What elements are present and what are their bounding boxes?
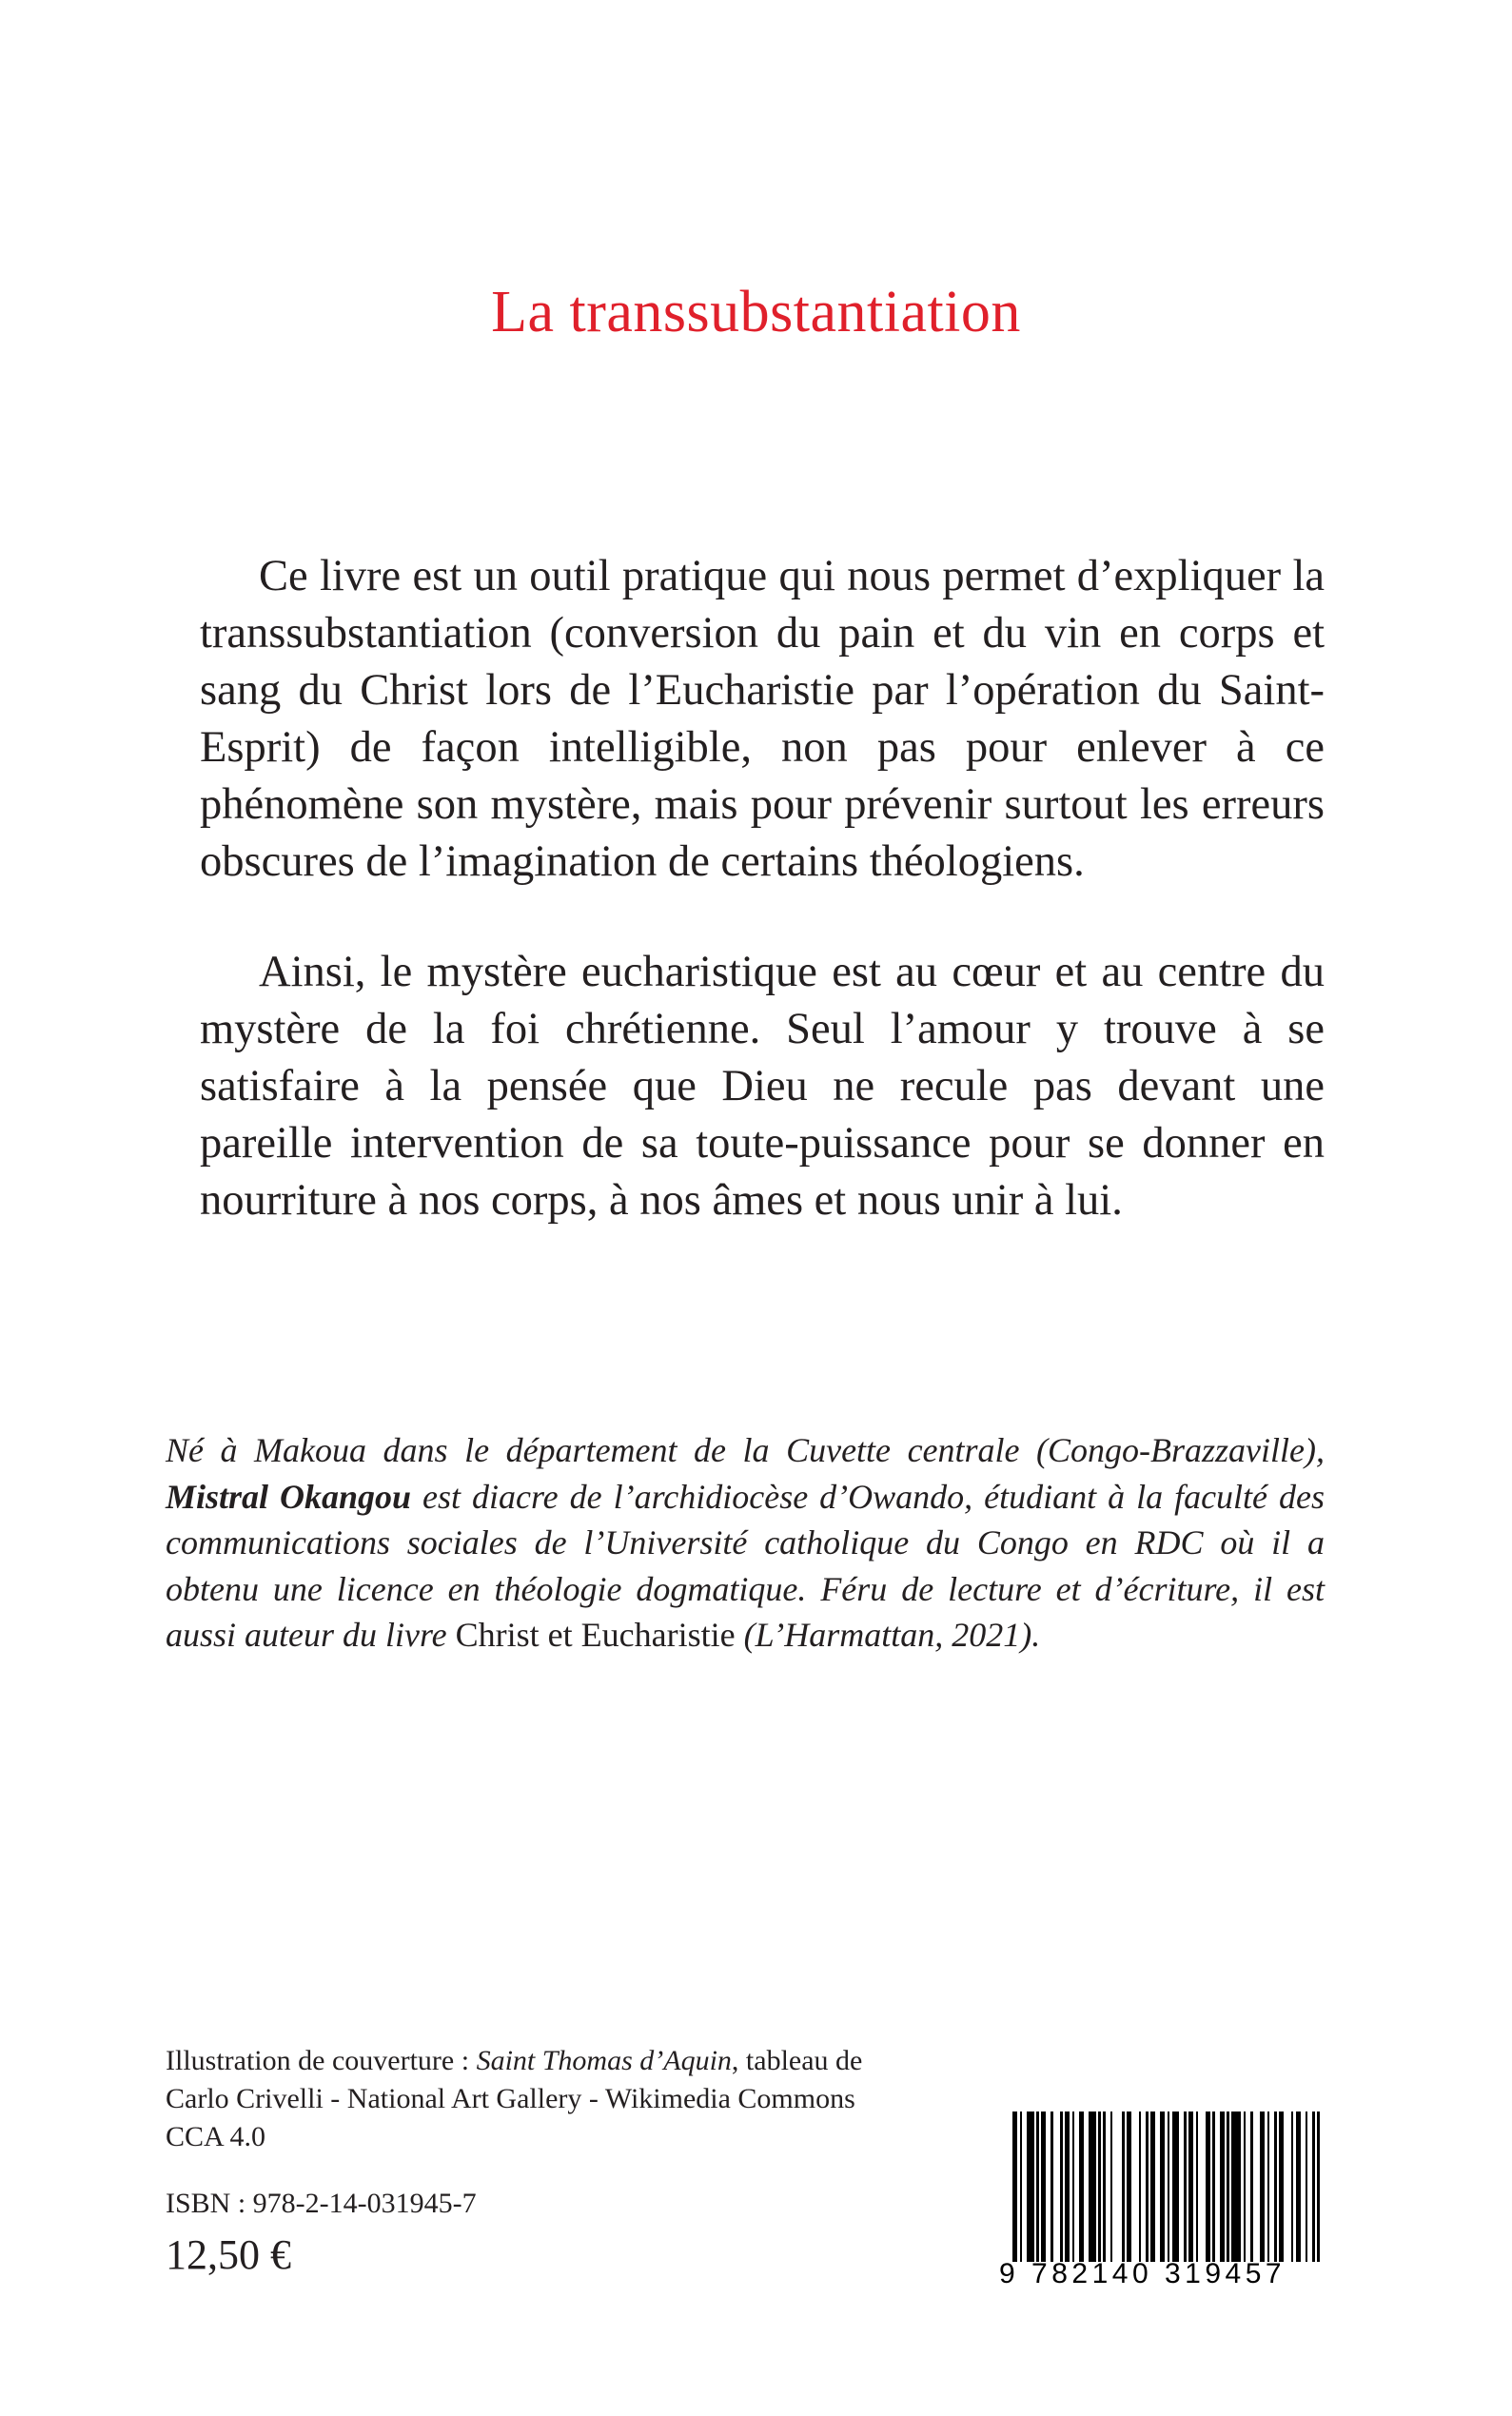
barcode-bar bbox=[1131, 2112, 1139, 2262]
credit-artwork: Saint Thomas d’Aquin bbox=[476, 2045, 732, 2076]
barcode-bar bbox=[1253, 2112, 1261, 2262]
author-bio bbox=[166, 1427, 1325, 1659]
barcode-bar bbox=[1284, 2112, 1291, 2262]
barcode-bar bbox=[1112, 2112, 1122, 2262]
blurb-paragraph-1 bbox=[200, 548, 1325, 891]
bio-intro: Né à Makoua dans le département de la Cuvette centrale (Congo-Brazzaville), bbox=[166, 1431, 1325, 1469]
price: 12,50 € bbox=[166, 2231, 291, 2278]
barcode-bar bbox=[1027, 2112, 1034, 2262]
cover-credit bbox=[166, 2042, 889, 2156]
barcode-bar bbox=[1172, 2112, 1180, 2262]
barcode bbox=[1012, 2112, 1326, 2262]
paragraph-text: Ainsi, le mystère eucharistique est au cœur et au centre du mystère de la foi chrétienne. Seul l’amour y trouve à se satisfaire à la pensée que Dieu ne recule pas devant une pareille intervention de sa toute-puissance pour se donner en nourriture à nos corps, à nos âmes et nous unir à lui. bbox=[200, 948, 1325, 1225]
book-reference: Christ et Eucharistie bbox=[455, 1616, 736, 1655]
barcode-digits: 9 782140 319457 bbox=[999, 2258, 1286, 2289]
paragraph-text: Ce livre est un outil pratique qui nous permet d’expliquer la transsubstantiation (conversion du pain et du vin en corps et sang du Christ lors de l’Eucharistie par l’opération du Saint-Esprit) de façon intelligible, non pas pour enlever à ce phénomène son mystère, mais pour prévenir surtout les erreurs obscures de l’imagination de certains théologiens. bbox=[200, 552, 1325, 886]
barcode-bar bbox=[1320, 2112, 1327, 2262]
book-title: La transsubstantiation bbox=[491, 280, 1021, 344]
author-name: Mistral Okangou bbox=[166, 1477, 412, 1516]
credit-label: Illustration de couverture : bbox=[166, 2045, 477, 2076]
bio-text: est diacre de l’archidiocèse d’Owando, étudiant à la faculté des communications sociales de l’Université catholique du Congo en RDC où il a obtenu une licence en théologie dogmatique. Féru de lecture et d’écriture, il est aussi auteur du livre bbox=[166, 1477, 1325, 1655]
credit-rest: , tableau de Carlo Crivelli - National Art Gallery - Wikimedia Commons CCA 4.0 bbox=[166, 2045, 863, 2152]
barcode-bar bbox=[1053, 2112, 1061, 2262]
barcode-bar bbox=[1198, 2112, 1206, 2262]
isbn: ISBN : 978-2-14-031945-7 bbox=[166, 2188, 477, 2219]
blurb-paragraph-2 bbox=[200, 944, 1325, 1229]
barcode-bar bbox=[1089, 2112, 1096, 2262]
barcode-bar bbox=[1231, 2112, 1241, 2262]
book-publisher: (L’Harmattan, 2021). bbox=[743, 1616, 1041, 1655]
